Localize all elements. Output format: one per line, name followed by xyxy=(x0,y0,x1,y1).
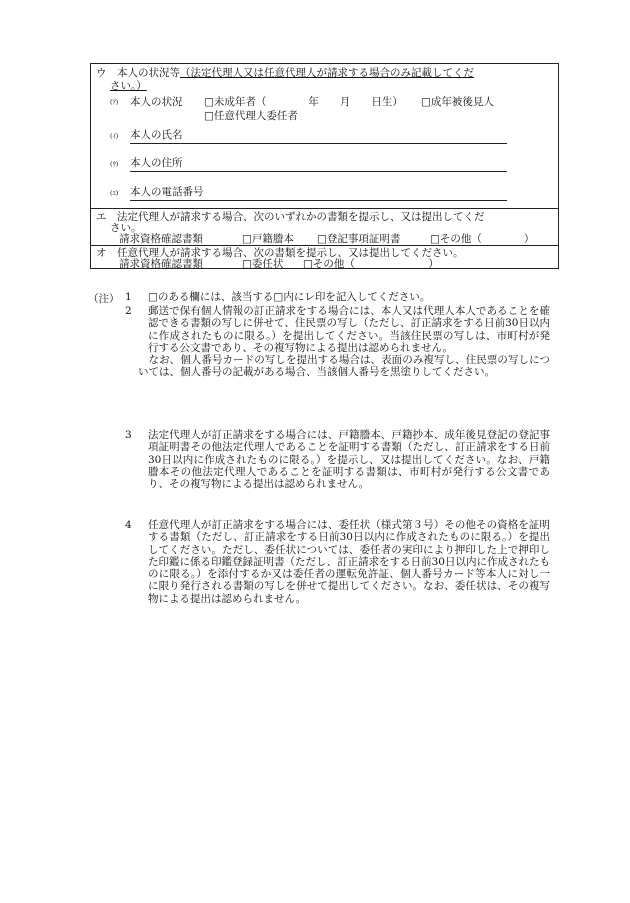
section-e-option-registry[interactable]: □登記事項証明書 xyxy=(317,233,401,245)
status-option-minor[interactable]: □未成年者（ 年 月 日生） xyxy=(204,96,403,108)
section-e-line1: エ 法定代理人が請求する場合、次のいずれかの書類を提示し、又は提出してくだ xyxy=(96,211,485,223)
phone-field-line[interactable] xyxy=(130,200,507,201)
section-e-line2: さい。 xyxy=(110,222,142,234)
note-1-para-1: □のある欄には、該当する□内にレ印を記入してください。 xyxy=(148,291,431,303)
address-label: 本人の住所 xyxy=(130,157,183,169)
section-o-option-other[interactable]: □その他（ ） xyxy=(303,258,439,270)
address-field-line[interactable] xyxy=(130,171,507,172)
note-1 xyxy=(148,291,548,303)
note-number-4: 4 xyxy=(125,519,132,531)
item-marker-a: (ｱ) xyxy=(110,98,119,106)
note-4-para-1: 任意代理人が訂正請求をする場合には、委任状（様式第３号）その他その資格を証明する書類（ただし、訂正請求をする日前30日以内に作成されたものに限る。）を提出してください。ただし、委任状については、委任者の実印により押印した上で押印した印鑑に係る印鑑登録証明書（ただし、訂正請求をする日前30日以内に作成されたものに限る。）を添付するか又は委任者の運転免許証、個人番号カード等本人に対し一に限り発行される書類の写しを併せて提出してください。なお、委任状は、その複写物による提出は認められません。 xyxy=(148,519,550,605)
note-3-para-1: 法定代理人が訂正請求をする場合には、戸籍謄本、戸籍抄本、成年後見登記の登記事項証明書その他法定代理人であることを証明する書類（ただし、訂正請求をする日前30日以内に作成されたものに限る。）を提示し、又は提出してください。なお、戸籍謄本その他法定代理人であることを証明する書類は、市町村が発行する公文書であり、その複写物による提出は認められません。 xyxy=(148,429,550,491)
item-marker-i: (ｲ) xyxy=(110,132,119,140)
note-2-para-2: なお、個人番号カードの写しを提出する場合は、表面のみ複写し、住民票の写しについては、個人番号の記載がある場合、当該個人番号を黒塗りしてください。 xyxy=(138,354,550,379)
section-e-option-other[interactable]: □その他（ ） xyxy=(430,233,535,245)
section-o-option-poa[interactable]: □委任状 xyxy=(242,258,284,270)
note-3 xyxy=(148,429,550,490)
note-number-2: 2 xyxy=(125,305,132,317)
item-marker-u: (ｳ) xyxy=(110,160,119,168)
divider-e-o xyxy=(91,245,558,246)
notes-title: （注） xyxy=(88,293,120,305)
note-2 xyxy=(138,305,550,379)
note-number-1: 1 xyxy=(125,291,132,303)
phone-label: 本人の電話番号 xyxy=(130,186,204,198)
name-field-line[interactable] xyxy=(130,143,507,144)
agent-info-table xyxy=(90,63,559,269)
note-number-3: 3 xyxy=(125,429,132,441)
divider-u-e xyxy=(91,208,558,209)
section-u-heading: ウ 本人の状況等（法定代理人又は任意代理人が請求する場合のみ記載してくだ xyxy=(96,67,474,79)
section-e-docs-label: 請求資格確認書類 xyxy=(119,233,203,245)
note-4 xyxy=(148,519,550,605)
section-o-docs-label: 請求資格確認書類 xyxy=(119,258,203,270)
note-2-para-1: 郵送で保有個人情報の訂正請求をする場合には、本人又は代理人本人であることを確認できる書類の写しに併せて、住民票の写し（ただし、訂正請求をする日前30日以内に作成されたものに限る。）を提出してください。当該住民票の写しは、市町村が発行する公文書であり、その複写物による提出は認められません。 xyxy=(148,305,550,354)
section-u-heading-cont: さい。） xyxy=(110,80,147,92)
status-label: 本人の状況 xyxy=(130,96,183,108)
status-option-adult-ward[interactable]: □成年被後見人 xyxy=(421,96,494,108)
name-label: 本人の氏名 xyxy=(130,129,183,141)
section-e-option-koseki[interactable]: □戸籍謄本 xyxy=(242,233,294,245)
status-option-principal[interactable]: □任意代理人委任者 xyxy=(204,110,298,122)
item-marker-e: (ｴ) xyxy=(110,189,119,197)
section-o-line1: オ 任意代理人が請求する場合、次の書類を提示し、又は提出してください。 xyxy=(96,247,464,259)
